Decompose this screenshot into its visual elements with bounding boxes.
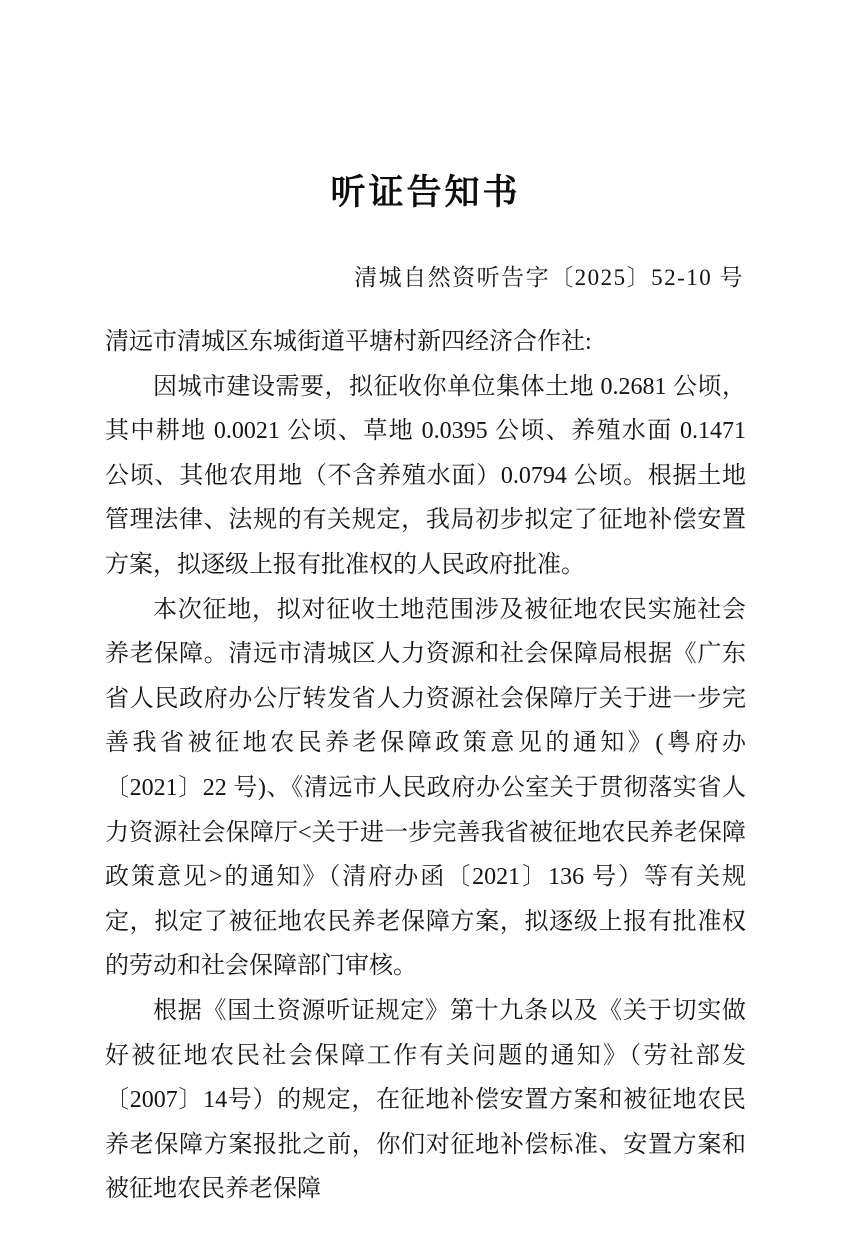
document-body	[105, 320, 746, 1212]
paragraph: 因城市建设需要，拟征收你单位集体土地 0.2681 公顷，其中耕地 0.0021 公顷、草地 0.0395 公顷、养殖水面 0.1471 公顷、其他农用地（不含养殖水面）0.0794 公顷。根据土地管理法律、法规的有关规定，我局初步拟定了征地补偿安置方案，拟逐级上报有批准权的人民政府批准。	[105, 373, 746, 578]
paragraph: 本次征地，拟对征收土地范围涉及被征地农民实施社会养老保障。清远市清城区人力资源和社会保障局根据《广东省人民政府办公厅转发省人力资源社会保障厅关于进一步完善我省被征地农民养老保障政策意见的通知》(粤府办〔2021〕22 号)、《清远市人民政府办公室关于贯彻落实省人力资源社会保障厅<关于进一步完善我省被征地农民养老保障政策意见>的通知》（清府办函〔2021〕136 号）等有关规定，拟定了被征地农民养老保障方案，拟逐级上报有批准权的劳动和社会保障部门审核。	[105, 596, 746, 980]
document-title: 听证告知书	[330, 173, 521, 212]
document-reference-number: 清城自然资听告字〔2025〕52-10 号	[354, 265, 744, 290]
addressee-line: 清远市清城区东城街道平塘村新四经济合作社:	[105, 329, 592, 355]
document-content	[105, 0, 746, 1212]
paragraph: 根据《国土资源听证规定》第十九条以及《关于切实做好被征地农民社会保障工作有关问题的通知》（劳社部发〔2007〕14号）的规定，在征地补偿安置方案和被征地农民养老保障方案报批之前，你们对征地补偿标准、安置方案和被征地农民养老保障	[105, 997, 746, 1203]
